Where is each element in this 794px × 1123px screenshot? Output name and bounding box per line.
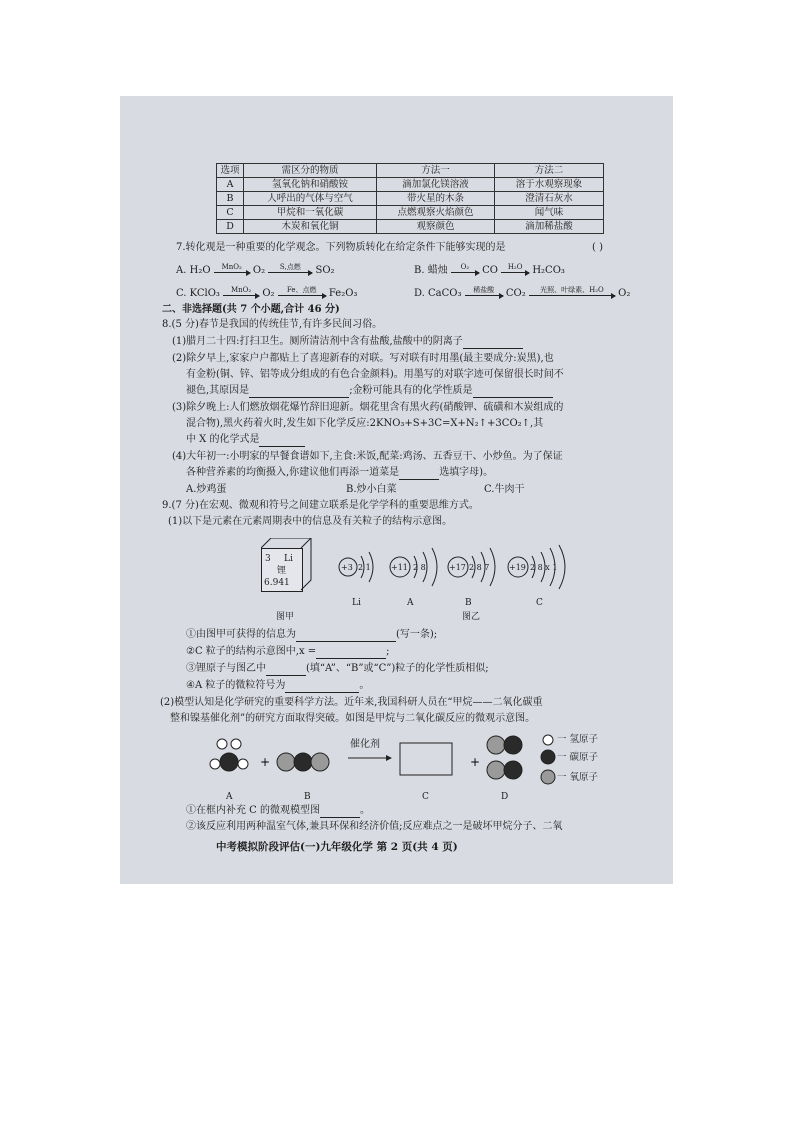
answer-blank[interactable] (473, 386, 553, 398)
formula: CaCO₃ (428, 288, 462, 299)
formula: CO (482, 265, 498, 276)
reaction-arrow (223, 285, 259, 299)
table-cell: 溶于水观察现象 (495, 178, 604, 192)
condition: S,点燃 (279, 262, 301, 271)
element-symbol: Li (284, 554, 293, 564)
answer-blank[interactable] (266, 664, 306, 676)
q7-option-c (176, 287, 357, 301)
q9-sub2 (186, 645, 390, 659)
answer-blank[interactable] (399, 468, 439, 480)
option-letter: D. (414, 288, 425, 299)
text: 褪色,其原因是 (186, 385, 250, 396)
reaction-arrow (451, 262, 479, 276)
table-header: 方法一 (377, 164, 495, 178)
q8-part1 (172, 335, 523, 349)
q7-option-d (414, 287, 630, 301)
text: 。 (360, 805, 371, 816)
table-cell: C (217, 206, 244, 220)
formula: Fe₂O₃ (328, 288, 358, 299)
formula: O₂ (618, 288, 631, 299)
table-cell: 滴加氯化镁溶液 (377, 178, 495, 192)
option-letter: B. (414, 265, 425, 276)
q8-part4-line2 (186, 466, 493, 480)
mol-label: B (304, 792, 311, 802)
atomic-number: 3 (265, 554, 271, 564)
text: ②C 粒子的结构示意图中,x = (186, 646, 317, 657)
table-header-row (217, 164, 604, 178)
text: ; (386, 646, 390, 657)
q7-answer-paren: ( ) (592, 242, 603, 253)
answer-blank[interactable] (296, 630, 396, 642)
q8-part2-line3 (186, 384, 553, 398)
text: ③锂原子与图乙中 (186, 663, 266, 674)
atom-label: A (407, 598, 414, 608)
atom-label: C (536, 598, 543, 608)
text: (填“A”、“B”或“C”)粒子的化学性质相似; (306, 663, 489, 674)
table-cell: 甲烷和一氧化碳 (244, 206, 377, 220)
table-cell: D (217, 220, 244, 234)
section-title: 二、非选择题(共 7 个小题,合计 46 分) (162, 304, 340, 315)
table-row (217, 206, 604, 220)
atom-label: Li (352, 598, 361, 608)
q9-part2-sub1 (186, 804, 370, 818)
formula: CO₂ (505, 288, 526, 299)
reaction-arrow (214, 262, 250, 276)
atom-label: B (465, 598, 472, 608)
table-cell: 人呼出的气体与空气 (244, 192, 377, 206)
reaction-arrow (465, 285, 503, 299)
table-header: 方法二 (495, 164, 604, 178)
q9-stem: 9.(7 分)在宏观、微观和符号之间建立联系是化学学科的重要思维方式。 (162, 500, 479, 511)
table-row (217, 178, 604, 192)
text: 中 X 的化学式是 (186, 434, 260, 445)
q9-part2-sub2: ②该反应利用两种温室气体,兼具环保和经济价值;反应难点之一是破坏甲烷分子、二氧 (186, 821, 563, 832)
formula: 蜡烛 (427, 265, 448, 276)
mol-label: C (422, 792, 429, 802)
option-letter: A. (176, 265, 187, 276)
formula: O₂ (262, 288, 275, 299)
photo-background (120, 96, 673, 884)
condition: 稀盐酸 (473, 285, 495, 294)
table-cell: 滴加稀盐酸 (495, 220, 604, 234)
q7-stem: 7.转化观是一种重要的化学观念。下列物质转化在给定条件下能够实现的是 (176, 242, 506, 253)
answer-blank[interactable] (259, 435, 305, 447)
table-cell: A (217, 178, 244, 192)
atomic-mass: 6.941 (264, 578, 290, 588)
reaction-diagram (208, 734, 608, 788)
mol-label: D (501, 792, 509, 802)
formula: H₂CO₃ (532, 265, 565, 276)
legend-hydrogen: 一 氢原子 (557, 734, 599, 745)
condition: MnO₂ (231, 285, 252, 294)
text: ④A 粒子的微粒符号为 (186, 680, 286, 691)
table-header: 需区分的物质 (244, 164, 377, 178)
table-cell: 闻气味 (495, 206, 604, 220)
reaction-arrow (501, 262, 529, 276)
q8-opt-b: B.炒小白菜 (346, 484, 397, 495)
formula: SO₂ (315, 265, 335, 276)
q9-sub4 (186, 679, 369, 693)
option-table (216, 163, 604, 234)
answer-blank[interactable] (320, 806, 360, 818)
q8-opt-c: C.牛肉干 (484, 484, 525, 495)
condition: MnO₂ (221, 262, 242, 271)
shells-a: 2 8 (413, 563, 426, 572)
table-cell: 木炭和氧化铜 (244, 220, 377, 234)
q8-part4-line1: (4)大年初一:小明家的早餐食谱如下,主食:米饭,配菜:鸡汤、五香豆干、小炒鱼。为了保证 (172, 451, 563, 462)
figure-caption-1: 图甲 (276, 612, 295, 622)
cube-edges (261, 538, 315, 592)
legend-oxygen: 一 氧原子 (557, 772, 599, 783)
nucleus-c: +19 (509, 563, 526, 572)
shells-li: 2 1 (358, 563, 371, 572)
q9-part1: (1)以下是元素在元素周期表中的信息及有关粒子的结构示意图。 (168, 516, 453, 527)
nucleus-b: +17 (449, 563, 466, 572)
molecule-d (487, 736, 522, 779)
table-row (217, 192, 604, 206)
table-cell: 带火星的木条 (377, 192, 495, 206)
table-cell: 澄清石灰水 (495, 192, 604, 206)
q7-option-b (414, 264, 565, 278)
nucleus-li: +3 (341, 563, 353, 572)
table-header: 选项 (217, 164, 244, 178)
q8-part2-line2: 有金粉(铜、锌、铝等成分组成的有色合金颜料)。用墨写的对联字迹可保留很长时间不 (186, 369, 564, 380)
formula: O₂ (252, 265, 266, 276)
answer-blank[interactable] (249, 386, 349, 398)
text: (1)腊月二十四:打扫卫生。厕所清洁剂中含有盐酸,盐酸中的阴离子 (172, 336, 463, 347)
molecule-a (210, 739, 248, 771)
reaction-arrow (529, 285, 615, 299)
condition: Fe、点燃 (286, 285, 317, 294)
table-cell: B (217, 192, 244, 206)
text: ;金粉可能具有的化学性质是 (349, 385, 473, 396)
formula: KClO₃ (189, 288, 220, 299)
q8-part2-line1: (2)除夕早上,家家户户都贴上了喜迎新春的对联。写对联有时用墨(最主要成分:炭黑),也 (172, 353, 554, 364)
q9-sub3 (186, 662, 489, 676)
table-row (217, 220, 604, 234)
condition: 光照、叶绿素、H₂O (540, 285, 604, 294)
shells-b: 2 8 7 (469, 563, 490, 572)
table-cell: 点燃观察火焰颜色 (377, 206, 495, 220)
answer-blank[interactable] (285, 681, 359, 693)
q9-sub1 (186, 628, 437, 642)
q7-option-a (176, 264, 335, 278)
text: 。 (359, 680, 370, 691)
text: 选填字母)。 (439, 467, 494, 478)
page-footer: 中考模拟阶段评估(一)九年级化学 第 2 页(共 4 页) (216, 841, 458, 853)
condition: O₂ (460, 262, 470, 271)
q8-opt-a: A.炒鸡蛋 (186, 484, 227, 495)
q9-part2-line1: (2)模型认知是化学研究的重要科学方法。近年来,我国科研人员在“甲烷——二氧化碳重 (160, 697, 543, 708)
q8-part3-line2: 混合物),黑火药着火时,发生如下化学反应:2KNO₃+S+3C=X+N₂↑+3CO₂↑,其 (186, 418, 544, 429)
plus-sign: + (470, 755, 481, 769)
exam-page (120, 96, 673, 884)
plus-sign: + (260, 755, 271, 769)
table-cell: 观察颜色 (377, 220, 495, 234)
q8-part3-line3 (186, 433, 305, 447)
catalyst-label: 催化剂 (350, 739, 380, 750)
q9-part2-line2: 整和镍基催化剂”的研究方面取得突破。如图是甲烷与二氧化碳反应的微观示意图。 (170, 713, 536, 724)
molecule-b (277, 753, 329, 771)
reaction-arrow (268, 262, 312, 276)
text: (写一条); (396, 629, 438, 640)
text: 各种营养素的均衡摄入,你建议他们再添一道菜是 (186, 467, 400, 478)
mol-label: A (226, 792, 233, 802)
text: ①由图甲可获得的信息为 (186, 629, 296, 640)
nucleus-a: +11 (391, 563, 408, 572)
table-cell: 氢氧化钠和硝酸铵 (244, 178, 377, 192)
q8-part3-line1: (3)除夕晚上:人们燃放烟花爆竹辞旧迎新。烟花里含有黑火药(硝酸钾、硫磺和木炭组成的 (172, 402, 564, 413)
q8-stem: 8.(5 分)春节是我国的传统佳节,有许多民间习俗。 (162, 319, 383, 330)
element-name: 锂 (277, 566, 287, 576)
reaction-arrow (278, 285, 326, 299)
answer-blank[interactable] (463, 337, 523, 349)
legend-carbon: 一 碳原子 (557, 752, 599, 763)
formula: H₂O (189, 265, 211, 276)
condition: H₂O (507, 262, 523, 271)
figure-caption-2: 图乙 (462, 612, 481, 622)
shells-c: 2 8 x 1 (530, 563, 558, 572)
text: ①在框内补充 C 的微观模型图 (186, 805, 321, 816)
answer-blank[interactable] (316, 647, 386, 659)
option-letter: C. (176, 288, 187, 299)
